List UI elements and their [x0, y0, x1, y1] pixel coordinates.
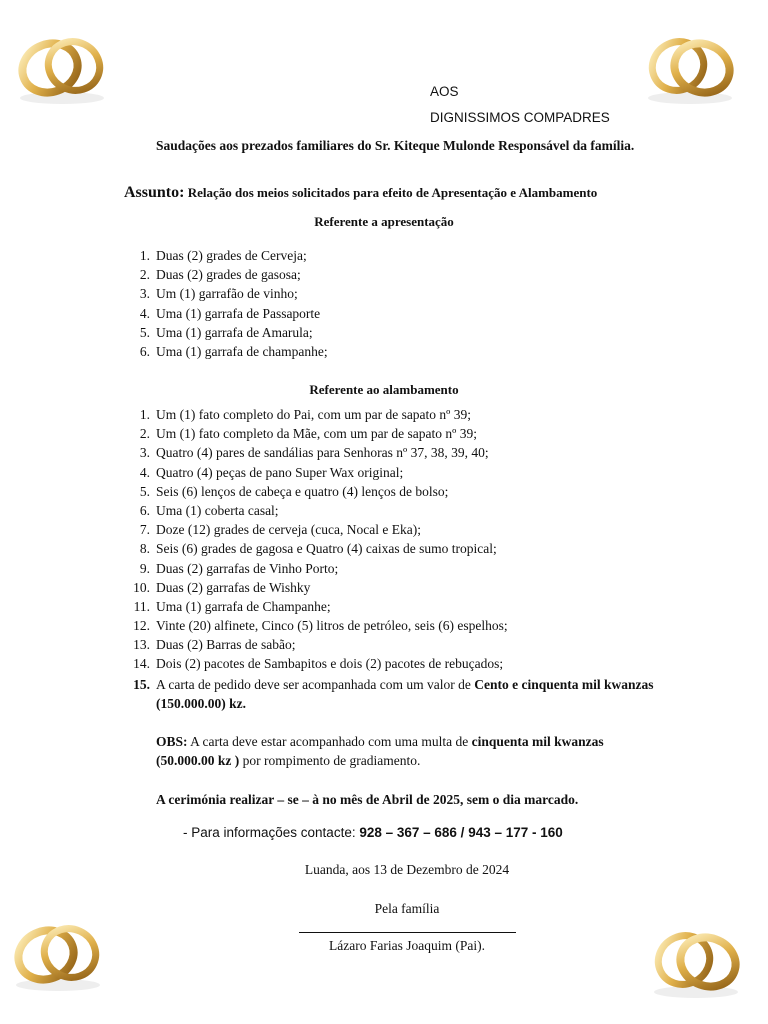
list-item: [139, 405, 508, 424]
list-item: [139, 284, 328, 303]
list-number: 14.: [133, 656, 150, 672]
list-number: 4.: [139, 464, 150, 480]
subject-line: [124, 184, 597, 202]
signer-name: Lázaro Farias Joaquim (Pai).: [329, 938, 485, 953]
on-behalf-line: Pela família: [374, 901, 440, 916]
list-item: [133, 597, 508, 616]
list-item: [139, 482, 508, 501]
list-text: Uma (1) garrafa de Amarula;: [156, 324, 313, 340]
signature-line: [299, 932, 516, 933]
list-number: 10.: [133, 579, 150, 595]
list-item: [139, 342, 328, 361]
list-item: [139, 424, 508, 443]
list-number: 3.: [139, 445, 150, 461]
list-item: [139, 463, 508, 482]
wedding-rings-icon: [646, 912, 746, 1002]
list-number: 13.: [133, 637, 150, 653]
list-item: [139, 559, 508, 578]
list-text: Uma (1) garrafa de champanhe;: [156, 343, 328, 359]
list-text: Uma (1) coberta casal;: [156, 502, 279, 518]
list-text: Um (1) garrafão de vinho;: [156, 286, 298, 302]
list-text: Uma (1) garrafa de Champanhe;: [156, 598, 331, 614]
wedding-rings-icon: [12, 18, 112, 108]
list-text: Quatro (4) pares de sandálias para Senhoras nº 37, 38, 39, 40;: [156, 445, 489, 461]
alambamento-heading: Referente ao alambamento: [309, 382, 459, 397]
list-item: [139, 520, 508, 539]
presentation-heading: Referente a apresentação: [314, 214, 454, 229]
list-number: 2.: [139, 267, 150, 283]
list-item-15: [133, 675, 656, 713]
list-text: Duas (2) grades de Cerveja;: [156, 248, 307, 263]
list-item: [139, 246, 328, 265]
list-number: 8.: [139, 541, 150, 557]
item15-amount: Cento e cinquenta mil kwanzas (150.000.00) kz.: [156, 677, 654, 712]
list-number: 11.: [133, 598, 150, 614]
obs-amount: cinquenta mil kwanzas (50.000.00 kz ): [156, 734, 604, 769]
list-number: 12.: [133, 618, 150, 634]
list-item: [133, 654, 508, 673]
list-text: Doze (12) grades de cerveja (cuca, Nocal e Eka);: [156, 522, 421, 538]
list-text: Uma (1) garrafa de Passaporte: [156, 305, 321, 321]
list-text: Seis (6) lenços de cabeça e quatro (4) lenços de bolso;: [156, 483, 449, 499]
list-number: 5.: [139, 324, 150, 340]
list-number: 6.: [139, 502, 150, 518]
obs-text: A carta deve estar acompanhado com uma multa de: [187, 734, 472, 749]
list-number: 6.: [139, 343, 150, 359]
list-number: 15.: [133, 677, 150, 692]
obs-label: OBS:: [156, 734, 188, 749]
list-text: Duas (2) grades de gasosa;: [156, 267, 301, 283]
address-line-2: DIGNISSIMOS COMPADRES: [430, 110, 610, 125]
obs-paragraph: [156, 732, 636, 770]
list-item: [139, 323, 328, 342]
subject-text: Relação dos meios solicitados para efeito de Apresentação e Alambamento: [187, 185, 598, 200]
list-number: 3.: [139, 286, 150, 302]
list-item: [139, 501, 508, 520]
list-text: Um (1) fato completo do Pai, com um par de sapato nº 39;: [156, 407, 471, 422]
list-item: [139, 539, 508, 558]
list-number: 7.: [139, 522, 150, 538]
greeting-paragraph: Saudações aos prezados familiares do Sr. Kiteque Mulonde Responsável da família.: [156, 138, 635, 153]
place-date: Luanda, aos 13 de Dezembro de 2024: [304, 862, 510, 877]
list-text: Um (1) fato completo da Mãe, com um par de sapato nº 39;: [156, 426, 477, 442]
list-item: [139, 443, 508, 462]
list-number: 9.: [139, 560, 150, 576]
list-number: 1.: [139, 407, 150, 422]
subject-label: Assunto:: [124, 184, 185, 201]
alambamento-list: [133, 405, 508, 674]
wedding-rings-icon: [640, 18, 740, 108]
list-text: Dois (2) pacotes de Sambapitos e dois (2) pacotes de rebuçados;: [156, 656, 504, 672]
list-number: 1.: [139, 248, 150, 263]
list-text: Seis (6) grades de gagosa e Quatro (4) caixas de sumo tropical;: [156, 541, 497, 557]
presentation-list: [139, 246, 328, 361]
item15-text: A carta de pedido deve ser acompanhada com um valor de: [156, 677, 475, 692]
list-text: Duas (2) Barras de sabão;: [156, 637, 296, 653]
list-text: Quatro (4) peças de pano Super Wax original;: [156, 464, 404, 480]
list-text: Duas (2) garrafas de Vinho Porto;: [156, 560, 339, 576]
list-item: [139, 304, 328, 323]
obs-suffix: por rompimento de gradiamento.: [239, 753, 421, 769]
list-item: [133, 578, 508, 597]
list-text: Vinte (20) alfinete, Cinco (5) litros de petróleo, seis (6) espelhos;: [156, 618, 508, 634]
list-text: Duas (2) garrafas de Wishky: [156, 579, 311, 595]
list-item: [139, 265, 328, 284]
address-line-1: AOS: [430, 84, 459, 99]
list-number: 4.: [139, 305, 150, 321]
ceremony-note: A cerimónia realizar – se – à no mês de Abril de 2025, sem o dia marcado.: [156, 792, 579, 807]
list-item: [133, 616, 508, 635]
list-number: 5.: [139, 483, 150, 499]
contact-label: - Para informações contacte:: [183, 825, 360, 840]
contact-line: [183, 825, 563, 840]
contact-phones: 928 – 367 – 686 / 943 – 177 - 160: [359, 825, 563, 840]
list-item: [133, 635, 508, 654]
list-number: 2.: [139, 426, 150, 442]
